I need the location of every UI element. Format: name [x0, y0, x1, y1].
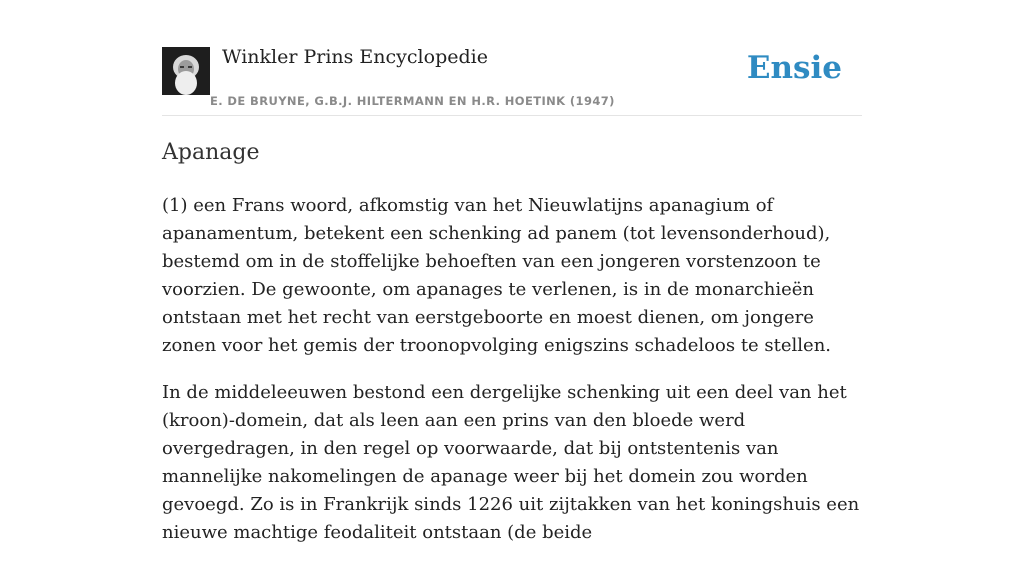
article-paragraph-2: In de middeleeuwen bestond een dergelijke schenking uit een deel van het (kroon)-domein, dat als leen aan een prins van den bloede werd overgedragen, in den regel op voorwaarde, dat bij ontstentenis van mannelijke nakomelingen de apanage weer bij het domein zou worden gevoegd. Zo is in Frankrijk sinds 1226 uit zijtakken van het koningshuis een nieuwe machtige feodaliteit ontstaan (de beide [162, 382, 860, 543]
article-body [162, 192, 862, 566]
brand-logo[interactable]: Ensie [746, 50, 842, 86]
authors-credit: E. DE BRUYNE, G.B.J. HILTERMANN EN H.R. HOETINK (1947) [210, 94, 615, 108]
site-header [162, 0, 862, 116]
page [162, 0, 862, 543]
portrait-icon [162, 47, 210, 95]
site-title[interactable]: Winkler Prins Encyclopedie [222, 46, 488, 68]
author-avatar[interactable] [162, 47, 210, 95]
article-paragraph-1: (1) een Frans woord, afkomstig van het Nieuwlatijns apanagium of apanamentum, betekent een schenking ad panem (tot levensonderhoud), bestemd om in de stoffelijke behoeften van een jongeren vorstenzoon te voorzien. De gewoonte, om apanages te verlenen, is in de monarchieën ontstaan met het recht van eerstgeboorte en moest dienen, om jongere zonen voor het gemis der troonopvolging enigszins schadeloos te stellen. [162, 195, 832, 356]
article-title: Apanage [162, 140, 260, 165]
